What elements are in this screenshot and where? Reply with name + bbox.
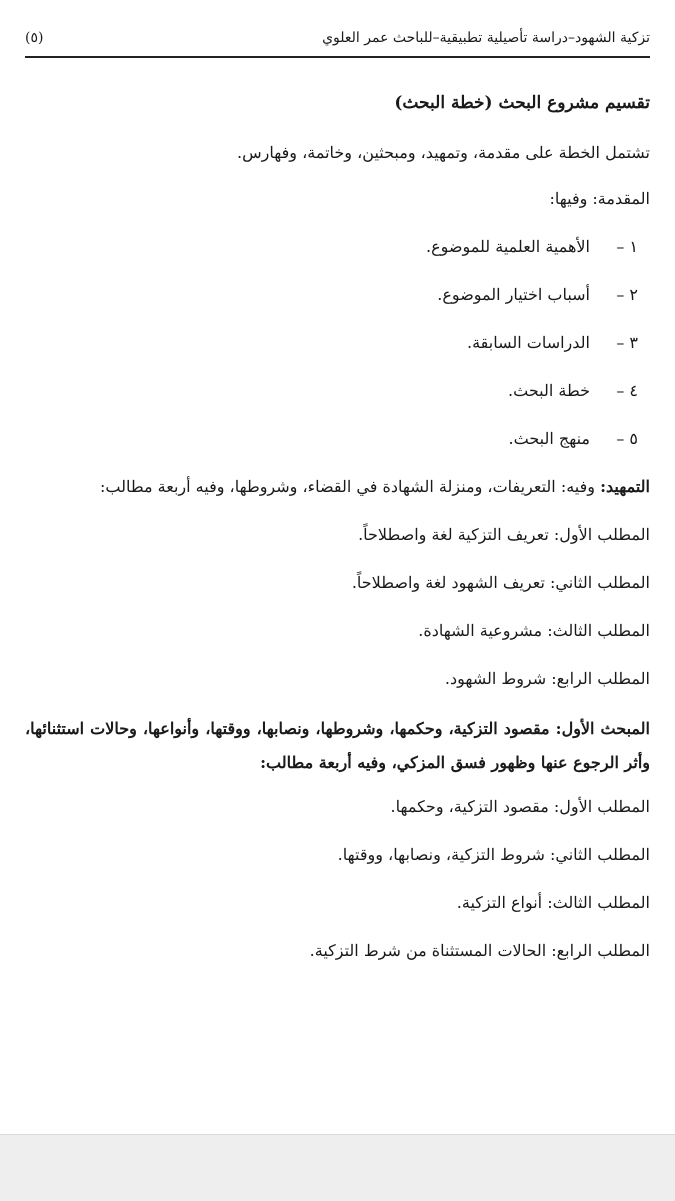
tamheed-paragraph [25,472,650,520]
tamheed-item: المطلب الأول: تعريف التزكية لغة واصطلاحاً. [358,525,650,544]
tamheed-item: المطلب الثالث: مشروعية الشهادة. [418,621,650,640]
viewer-background [0,1134,675,1201]
muqaddima-label: المقدمة: وفيها: [549,189,650,208]
page-number: (٥) [25,30,44,46]
document-body [25,88,650,984]
section-heading: تقسيم مشروع البحث (خطة البحث) [394,93,650,113]
list-item [25,280,650,328]
item-text: أسباب اختيار الموضوع. [437,285,590,304]
item-text: الدراسات السابقة. [467,333,590,352]
list-item [25,376,650,424]
list-item [25,328,650,376]
item-text: الأهمية العلمية للموضوع. [426,237,590,256]
item-text: خطة البحث. [508,381,590,400]
item-number: ٢ – [616,285,638,304]
list-item [25,424,650,472]
mabhath-heading: المبحث الأول: مقصود التزكية، وحكمها، وشروطها، ونصابها، ووقتها، وأنواعها، وحالات استثنائها، وأثر الرجوع عنها وظهور فسق المزكي، وفيه أربعة مطالب: [25,719,650,772]
item-number: ٤ – [616,381,638,400]
header-divider [25,56,650,58]
item-number: ١ – [616,237,638,256]
mabhath-item: المطلب الرابع: الحالات المستثناة من شرط التزكية. [309,941,650,960]
tamheed-lead: التمهيد: [600,477,650,496]
tamheed-item: المطلب الرابع: شروط الشهود. [444,669,650,688]
header-title: تزكية الشهود–دراسة تأصيلية تطبيقية–للباحث عمر العلوي [322,30,650,46]
list-item [25,232,650,280]
mabhath-item: المطلب الأول: مقصود التزكية، وحكمها. [390,797,650,816]
tamheed-text: وفيه: التعريفات، ومنزلة الشهادة في القضاء، وشروطها، وفيه أربعة مطالب: [100,477,601,496]
mabhath-item: المطلب الثاني: شروط التزكية، ونصابها، ووقتها. [337,845,650,864]
item-text: منهج البحث. [508,429,590,448]
item-number: ٥ – [616,429,638,448]
item-number: ٣ – [616,333,638,352]
mabhath-item: المطلب الثالث: أنواع التزكية. [456,893,650,912]
plan-intro: تشتمل الخطة على مقدمة، وتمهيد، ومبحثين، وخاتمة، وفهارس. [237,143,650,162]
page-header [25,28,650,54]
tamheed-item: المطلب الثاني: تعريف الشهود لغة واصطلاحاً. [351,573,650,592]
